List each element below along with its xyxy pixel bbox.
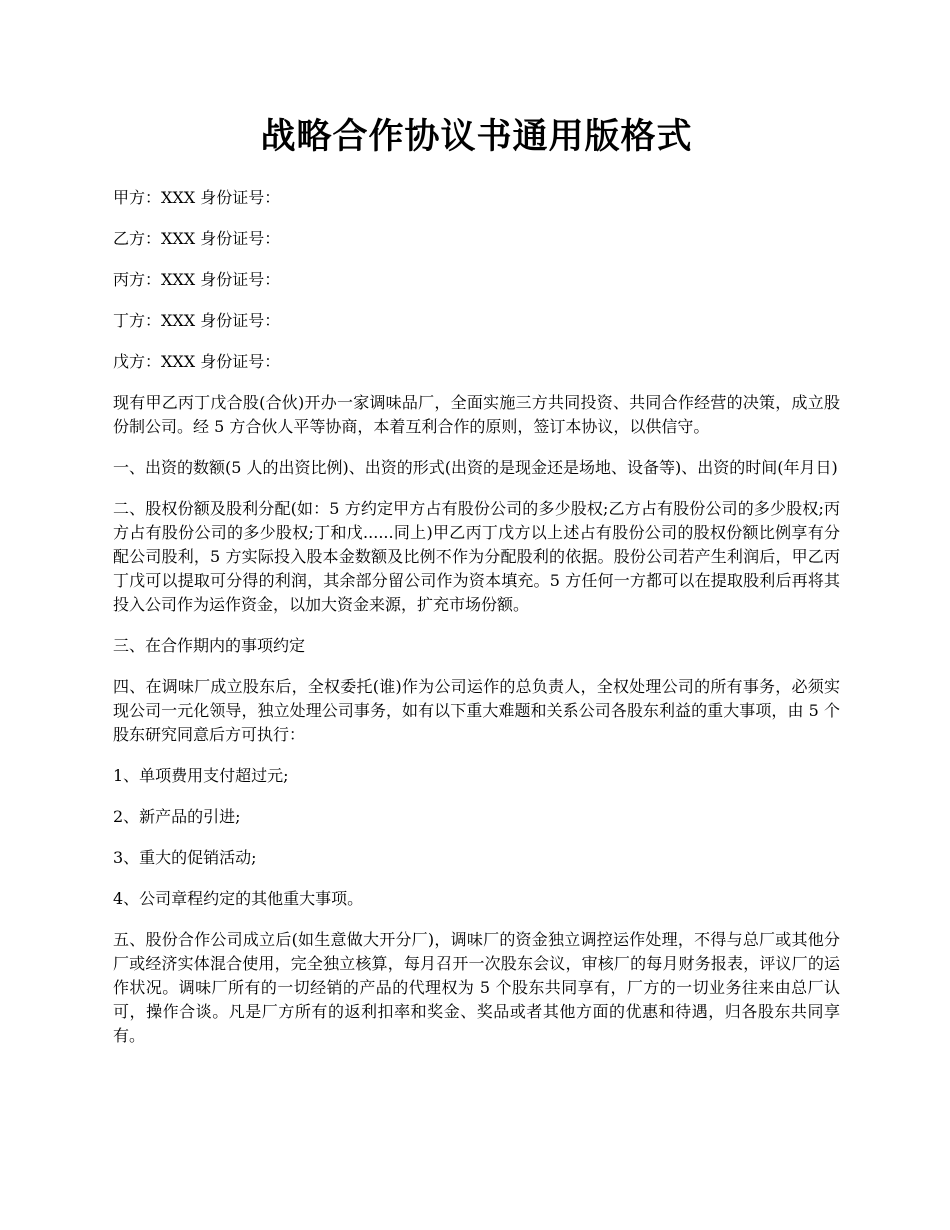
clause-5-paragraph: 五、股份合作公司成立后(如生意做大开分厂)，调味厂的资金独立调控运作处理，不得与总厂或其他分厂或经济实体混合使用，完全独立核算，每月召开一次股东会议，审核厂的每月财务报表，评议厂的运作状况。调味厂所有的一切经销的产品的代理权为 5 个股东共同享有，厂方的一切业务往来由总厂认可，操作合谈。凡是厂方所有的返利扣率和奖金、奖品或者其他方面的优惠和待遇，归各股东共同享有。 xyxy=(113,930,840,1045)
party-line-wu: 戊方：XXX 身份证号： xyxy=(113,352,281,371)
list-item-4: 4、公司章程约定的其他重大事项。 xyxy=(113,889,364,908)
list-item-3: 3、重大的促销活动; xyxy=(113,848,257,867)
clause-3-heading: 三、在合作期内的事项约定 xyxy=(113,636,306,655)
clause-4-paragraph: 四、在调味厂成立股东后，全权委托(谁)作为公司运作的总负责人，全权处理公司的所有事务，必须实现公司一元化领导，独立处理公司事务，如有以下重大难题和关系公司各股东利益的重大事项，由 5 个股东研究同意后方可执行： xyxy=(113,677,840,744)
list-item-1: 1、单项费用支付超过元; xyxy=(113,766,289,785)
party-line-jia: 甲方：XXX 身份证号： xyxy=(113,188,281,207)
party-line-bing: 丙方：XXX 身份证号： xyxy=(113,270,281,289)
party-line-ding: 丁方：XXX 身份证号： xyxy=(113,311,281,330)
clause-1-paragraph: 一、出资的数额(5 人的出资比例)、出资的形式(出资的是现金还是场地、设备等)、出资的时间(年月日) xyxy=(113,458,838,477)
clause-2-paragraph: 二、股权份额及股利分配(如：5 方约定甲方占有股份公司的多少股权;乙方占有股份公司的多少股权;丙方占有股份公司的多少股权;丁和戊......同上)甲乙丙丁戊方以上述占有股份公司的股权份额比例享有分配公司股利，5 方实际投入股本金数额及比例不作为分配股利的依据。股份公司若产生利润后，甲乙丙丁戊可以提取可分得的利润，其余部分留公司作为资本填充。5 方任何一方都可以在提取股利后再将其投入公司作为运作资金，以加大资金来源，扩充市场份额。 xyxy=(113,499,840,614)
party-line-yi: 乙方：XXX 身份证号： xyxy=(113,229,281,248)
list-item-2: 2、新产品的引进; xyxy=(113,807,241,826)
intro-paragraph: 现有甲乙丙丁戊合股(合伙)开办一家调味品厂，全面实施三方共同投资、共同合作经营的决策，成立股份制公司。经 5 方合伙人平等协商，本着互利合作的原则，签订本协议，以供信守。 xyxy=(113,393,840,436)
document-page xyxy=(113,112,840,1065)
document-title: 战略合作协议书通用版格式 xyxy=(260,116,693,157)
